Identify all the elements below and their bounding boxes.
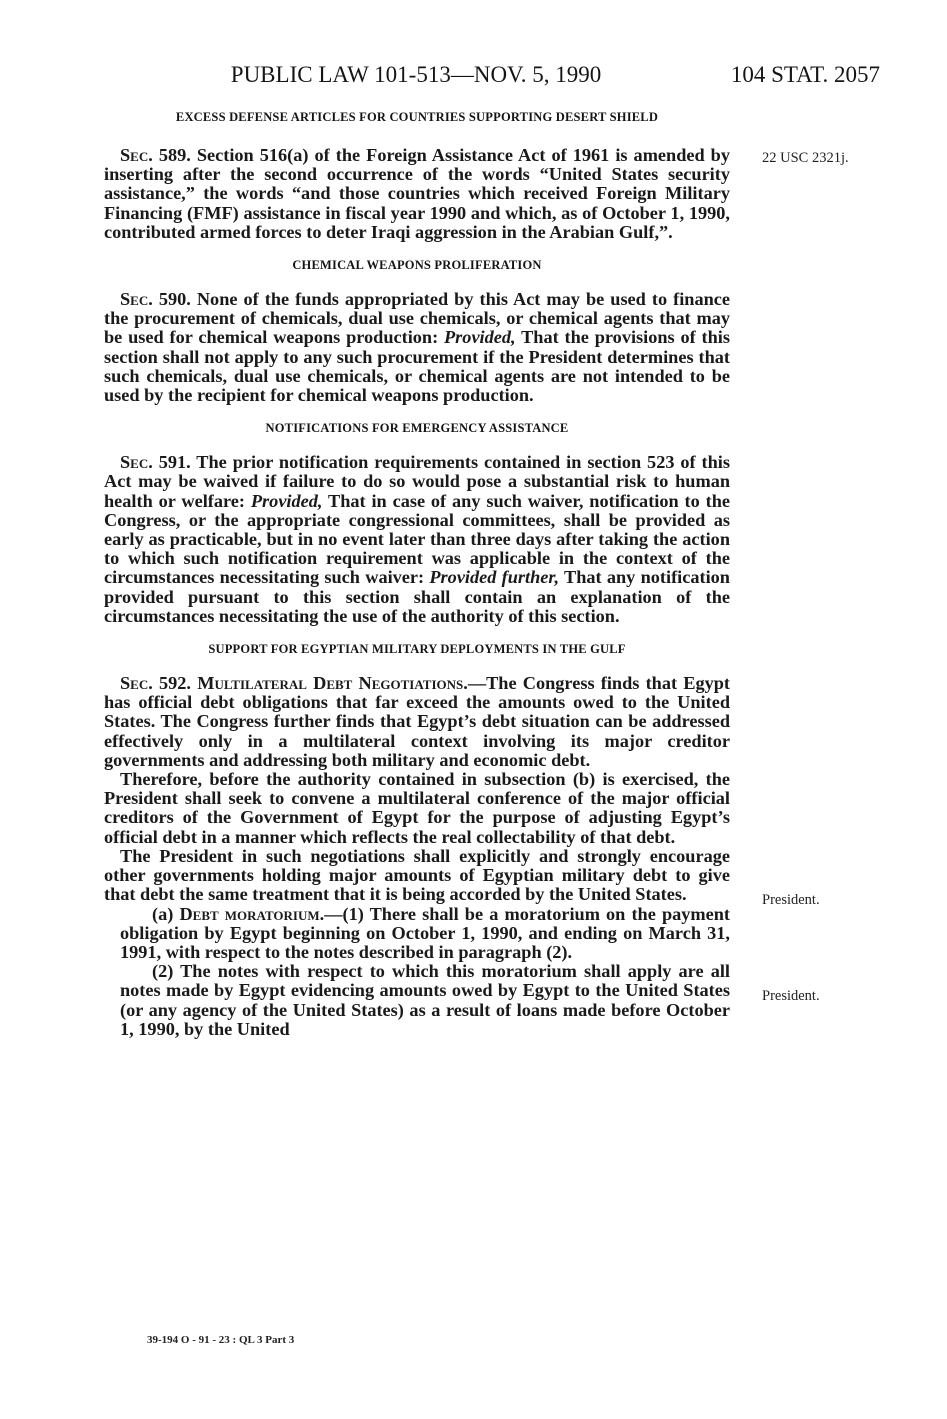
section-heading-590: CHEMICAL WEAPONS PROLIFERATION: [292, 258, 542, 273]
section-592-a2: (2) The notes with respect to which this moratorium shall apply are all notes made by Egypt evidencing amounts owed by Egypt to the United States (or any agency of the United States) as a result of loans made before October 1, 1990, by the United: [120, 961, 730, 1039]
provided-italic: Provided,: [250, 490, 323, 511]
section-591-text-a: 591. The prior notification requirements contained in section 523 of this Act may be waived if failure to do so would pose a substantial risk to human health or welfare:: [104, 452, 730, 511]
statute-page-number: 104 STAT. 2057: [730, 62, 880, 87]
subsection-a-head: Debt moratorium.: [179, 903, 325, 924]
sec-label: Sec.: [120, 673, 153, 694]
section-592-p2: Therefore, before the authority contained in subsection (b) is exercised, the President shall seek to convene a multilateral conference of the major official creditors of the Government of Egypt for the purpose of adjusting Egypt’s official debt in a manner which reflects the real collectability of that debt.: [104, 769, 730, 847]
sec-label: Sec.: [120, 145, 153, 165]
section-591: [104, 453, 730, 626]
section-heading-591: NOTIFICATIONS FOR EMERGENCY ASSISTANCE: [265, 421, 569, 436]
margin-citation-589: 22 USC 2321j.: [762, 150, 849, 166]
print-footer: 39-194 O - 91 - 23 : QL 3 Part 3: [147, 1334, 295, 1346]
section-590-text-b: That the provisions of this section shall not apply to any such procurement if the President determines that such chemicals, dual use chemicals, or chemical agents are not intended to be used by the recipient for chemical weapons production.: [104, 327, 730, 406]
document-body: [104, 108, 730, 1039]
section-591-text-c: That any notification provided pursuant to this section shall contain an explanation of the circumstances necessitating the use of the authority of this section.: [104, 567, 730, 626]
section-591-text-b: That in case of any such waiver, notification to the Congress, or the appropriate congressional committees, shall be provided as early as practicable, but in no event later than three days after taking the action to which such notification requirement was applicable in the context of the circumstances necessitating such waiver:: [104, 490, 730, 588]
subsection-a1-text: —(1) There shall be a moratorium on the payment obligation by Egypt beginning on October 1, 1990, and ending on March 31, 1991, with respect to the notes described in paragraph (2).: [120, 903, 731, 962]
page-header: [104, 62, 880, 92]
section-heading-592: SUPPORT FOR EGYPTIAN MILITARY DEPLOYMENTS IN THE GULF: [208, 642, 626, 657]
subsection-a-label: (a): [152, 903, 180, 924]
provided-italic: Provided,: [444, 327, 516, 348]
section-592-p3: The President in such negotiations shall explicitly and strongly encourage other governments holding major amounts of Egyptian military debt to give that debt the same treatment that it is being accorded by the United States.: [104, 845, 730, 905]
section-589: [104, 146, 730, 242]
section-592-subhead: Multilateral Debt Negotiations.: [197, 673, 468, 694]
sec-label: Sec.: [120, 452, 153, 473]
section-592-num: 592.: [152, 673, 198, 694]
provided-further-italic: Provided further,: [429, 567, 560, 588]
section-heading-589: EXCESS DEFENSE ARTICLES FOR COUNTRIES SUPPORTING DESERT SHIELD: [175, 110, 659, 124]
section-590-text-a: 590. None of the funds appropriated by this Act may be used to finance the procurement of chemicals, dual use chemicals, or chemical agents that may be used for chemical weapons production:: [104, 289, 730, 348]
margin-note-president-1: President.: [762, 892, 820, 908]
section-592-p1-text: —The Congress finds that Egypt has official debt obligations that far exceed the amounts owed to the United States. The Congress further finds that Egypt’s debt situation can be addressed effectively only in a multilateral context involving its major creditor governments and addressing both military and economic debt.: [104, 673, 730, 770]
sec-label: Sec.: [120, 289, 153, 310]
margin-note-president-2: President.: [762, 988, 820, 1004]
section-592-p1: [104, 674, 730, 770]
section-590: [104, 290, 730, 405]
running-title: PUBLIC LAW 101-513—NOV. 5, 1990: [230, 62, 602, 87]
section-589-text: 589. Section 516(a) of the Foreign Assistance Act of 1961 is amended by inserting after the second occurrence of the words “United States security assistance,” the words “and those countries which received Foreign Military Financing (FMF) assistance in fiscal year 1990 and which, as of October 1, 1990, contributed armed forces to deter Iraqi aggression in the Arabian Gulf,”.: [104, 145, 730, 242]
section-592-a1: [120, 905, 730, 963]
